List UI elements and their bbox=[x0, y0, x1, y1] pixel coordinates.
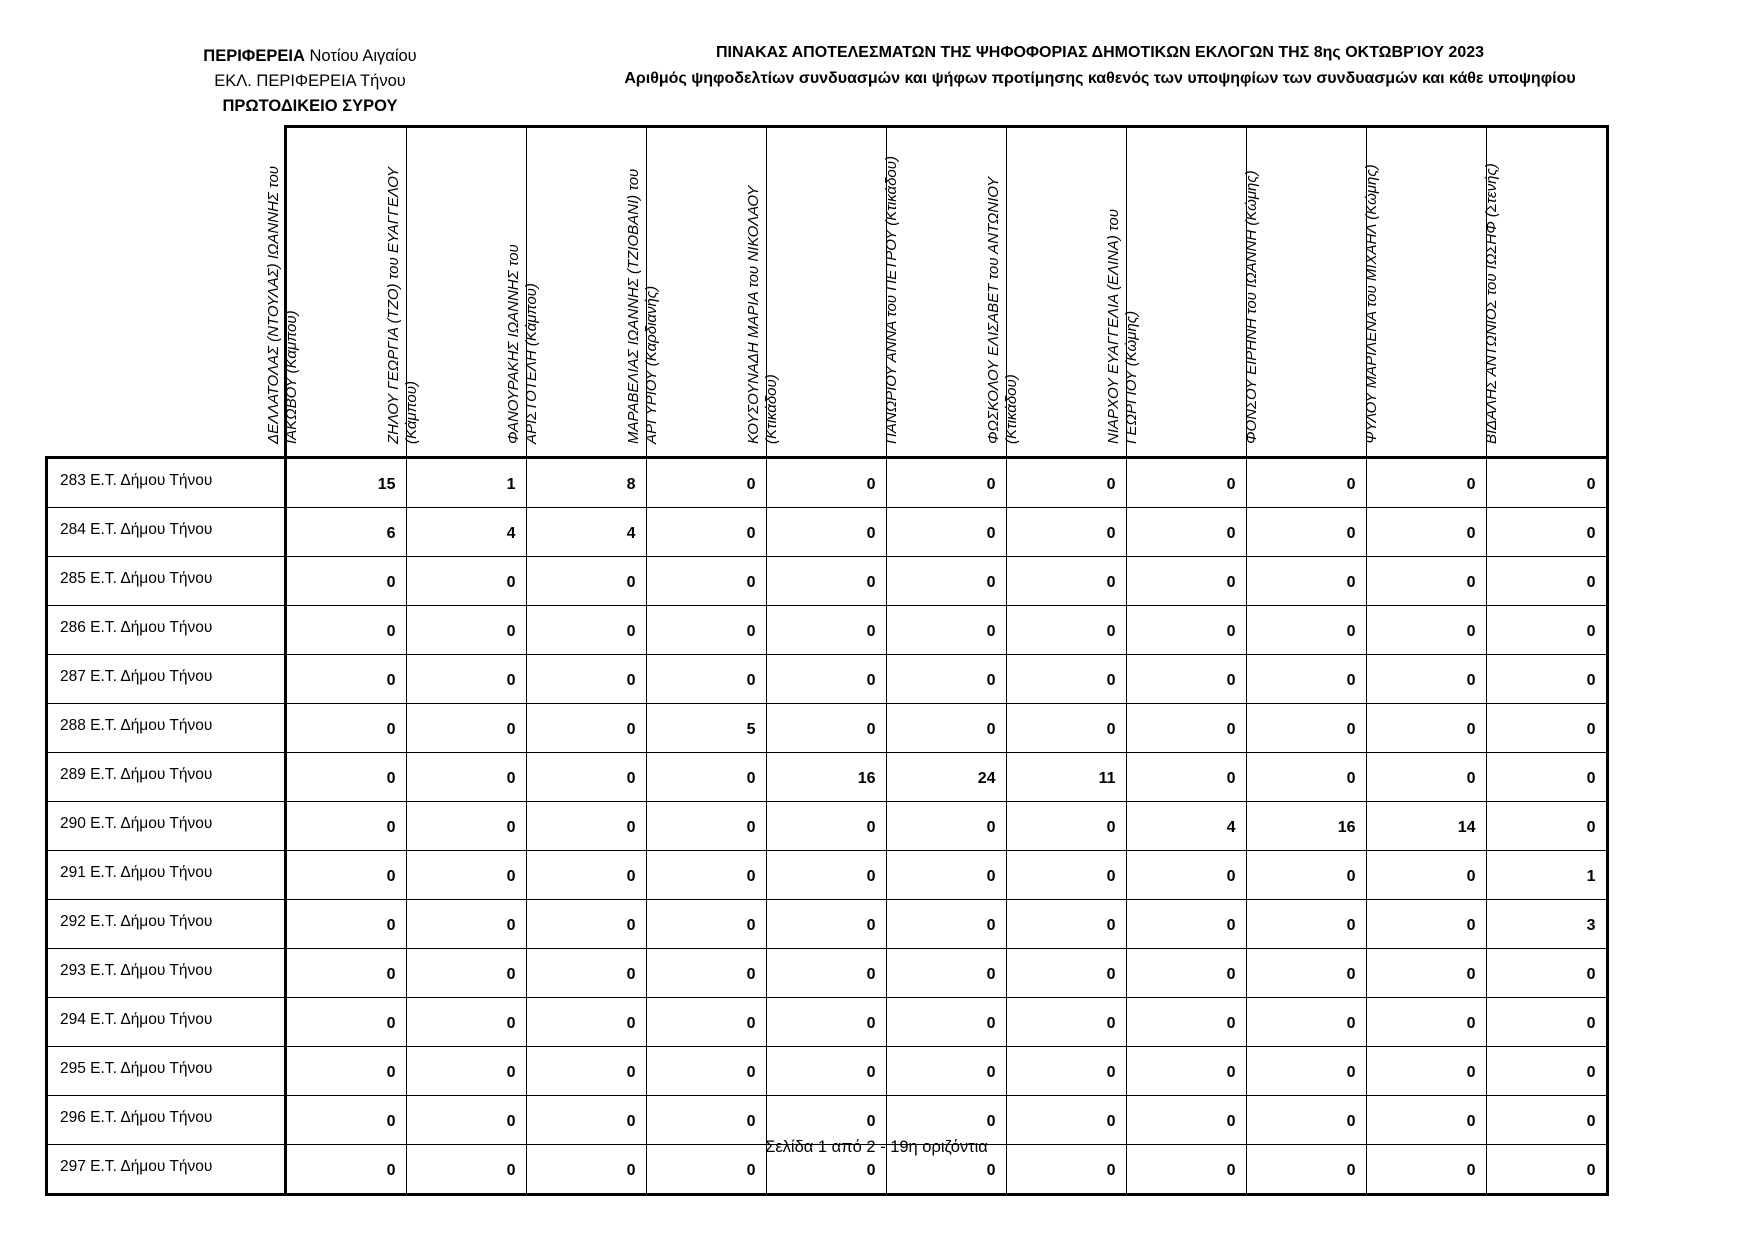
vote-count-cell: 0 bbox=[1126, 606, 1246, 655]
vote-count-cell: 0 bbox=[1126, 458, 1246, 508]
candidate-name: ΦΑΝΟΥΡΑΚΗΣ ΙΩΑΝΝΗΣ του ΑΡΙΣΤΟΤΕΛΗ (Κάμπου) bbox=[504, 244, 540, 444]
vote-count-cell: 0 bbox=[526, 557, 646, 606]
vote-count-cell: 0 bbox=[1006, 557, 1126, 606]
polling-station-name: 283 Ε.Τ. Δήμου Τήνου bbox=[47, 458, 286, 508]
vote-count-cell: 0 bbox=[406, 802, 526, 851]
vote-count-cell: 0 bbox=[766, 704, 886, 753]
vote-count-cell: 0 bbox=[766, 1096, 886, 1145]
results-table bbox=[45, 125, 1609, 1196]
polling-station-name: 292 Ε.Τ. Δήμου Τήνου bbox=[47, 900, 286, 949]
vote-count-cell: 0 bbox=[285, 606, 406, 655]
vote-count-cell: 0 bbox=[1006, 949, 1126, 998]
candidate-name: ΜΑΡΑΒΕΛΙΑΣ ΙΩΑΝΝΗΣ (ΤΖΙΟΒΑΝΙ) του ΑΡΓΥΡΙΟΥ (Καρδιανής) bbox=[624, 168, 660, 444]
vote-count-cell: 0 bbox=[886, 557, 1006, 606]
vote-count-cell: 0 bbox=[526, 802, 646, 851]
vote-count-cell: 0 bbox=[285, 998, 406, 1047]
vote-count-cell: 6 bbox=[285, 508, 406, 557]
polling-station-name: 293 Ε.Τ. Δήμου Τήνου bbox=[47, 949, 286, 998]
vote-count-cell: 0 bbox=[1366, 508, 1486, 557]
vote-count-cell: 5 bbox=[646, 704, 766, 753]
table-row bbox=[47, 998, 1608, 1047]
vote-count-cell: 0 bbox=[1366, 851, 1486, 900]
document-subtitle: Αριθμός ψηφοδελτίων συνδυασμών και ψήφων προτίμησης καθενός των υποψηφίων των συνδυασμών και κάθε υποψηφίου bbox=[624, 70, 1576, 87]
vote-count-cell: 0 bbox=[1366, 1047, 1486, 1096]
vote-count-cell: 0 bbox=[886, 851, 1006, 900]
vote-count-cell: 0 bbox=[406, 606, 526, 655]
vote-count-cell: 0 bbox=[406, 704, 526, 753]
vote-count-cell: 0 bbox=[526, 606, 646, 655]
candidate-name: ΝΙΑΡΧΟΥ ΕΥΑΓΓΕΛΙΑ (ΕΛΙΝΑ) του ΓΕΩΡΓΙΟΥ (Κώμης) bbox=[1104, 208, 1140, 444]
vote-count-cell: 0 bbox=[1246, 655, 1366, 704]
vote-count-cell: 0 bbox=[1006, 998, 1126, 1047]
vote-count-cell: 4 bbox=[1126, 802, 1246, 851]
vote-count-cell: 0 bbox=[406, 557, 526, 606]
polling-station-name: 291 Ε.Τ. Δήμου Τήνου bbox=[47, 851, 286, 900]
vote-count-cell: 0 bbox=[1366, 606, 1486, 655]
vote-count-cell: 0 bbox=[1126, 704, 1246, 753]
vote-count-cell: 0 bbox=[285, 557, 406, 606]
vote-count-cell: 0 bbox=[1006, 606, 1126, 655]
vote-count-cell: 0 bbox=[526, 1145, 646, 1195]
table-row bbox=[47, 802, 1608, 851]
vote-count-cell: 0 bbox=[1246, 851, 1366, 900]
polling-station-name: 297 Ε.Τ. Δήμου Τήνου bbox=[47, 1145, 286, 1195]
table-row bbox=[47, 753, 1608, 802]
vote-count-cell: 0 bbox=[766, 998, 886, 1047]
candidate-header bbox=[1104, 127, 1246, 458]
vote-count-cell: 0 bbox=[406, 949, 526, 998]
vote-count-cell: 0 bbox=[766, 606, 886, 655]
vote-count-cell: 0 bbox=[526, 655, 646, 704]
vote-count-cell: 0 bbox=[646, 851, 766, 900]
vote-count-cell: 0 bbox=[766, 949, 886, 998]
vote-count-cell: 0 bbox=[886, 1096, 1006, 1145]
vote-count-cell: 0 bbox=[1486, 606, 1607, 655]
vote-count-cell: 0 bbox=[1366, 557, 1486, 606]
vote-count-cell: 0 bbox=[1486, 1047, 1607, 1096]
table-row bbox=[47, 851, 1608, 900]
vote-count-cell: 0 bbox=[406, 753, 526, 802]
vote-count-cell: 0 bbox=[646, 949, 766, 998]
vote-count-cell: 0 bbox=[526, 753, 646, 802]
vote-count-cell: 0 bbox=[766, 508, 886, 557]
vote-count-cell: 0 bbox=[1126, 508, 1246, 557]
vote-count-cell: 0 bbox=[1126, 998, 1246, 1047]
vote-count-cell: 0 bbox=[1486, 655, 1607, 704]
polling-station-name: 290 Ε.Τ. Δήμου Τήνου bbox=[47, 802, 286, 851]
vote-count-cell: 0 bbox=[1126, 900, 1246, 949]
table-row bbox=[47, 557, 1608, 606]
vote-count-cell: 0 bbox=[526, 704, 646, 753]
vote-count-cell: 0 bbox=[646, 458, 766, 508]
vote-count-cell: 0 bbox=[1006, 1145, 1126, 1195]
vote-count-cell: 14 bbox=[1366, 802, 1486, 851]
vote-count-cell: 0 bbox=[285, 655, 406, 704]
vote-count-cell: 0 bbox=[1366, 655, 1486, 704]
vote-count-cell: 0 bbox=[1246, 557, 1366, 606]
polling-station-name: 288 Ε.Τ. Δήμου Τήνου bbox=[47, 704, 286, 753]
vote-count-cell: 0 bbox=[886, 508, 1006, 557]
candidate-name: ΦΩΣΚΟΛΟΥ ΕΛΙΣΑΒΕΤ του ΑΝΤΩΝΙΟΥ (Κτικάδου) bbox=[984, 176, 1020, 444]
vote-count-cell: 0 bbox=[1006, 1047, 1126, 1096]
vote-count-cell: 0 bbox=[646, 508, 766, 557]
polling-station-name: 284 Ε.Τ. Δήμου Τήνου bbox=[47, 508, 286, 557]
table-row bbox=[47, 900, 1608, 949]
polling-station-name: 285 Ε.Τ. Δήμου Τήνου bbox=[47, 557, 286, 606]
vote-count-cell: 0 bbox=[1246, 998, 1366, 1047]
candidate-name: ΖΗΛΟΥ ΓΕΩΡΓΙΑ (ΤΖΟ) του ΕΥΑΓΓΕΛΟΥ (Κάμπου) bbox=[384, 167, 420, 444]
vote-count-cell: 0 bbox=[766, 802, 886, 851]
table-row bbox=[47, 606, 1608, 655]
polling-station-name: 294 Ε.Τ. Δήμου Τήνου bbox=[47, 998, 286, 1047]
vote-count-cell: 0 bbox=[406, 1047, 526, 1096]
vote-count-cell: 0 bbox=[886, 949, 1006, 998]
vote-count-cell: 0 bbox=[1006, 900, 1126, 949]
vote-count-cell: 0 bbox=[1246, 753, 1366, 802]
vote-count-cell: 0 bbox=[1246, 1096, 1366, 1145]
vote-count-cell: 0 bbox=[1006, 508, 1126, 557]
vote-count-cell: 0 bbox=[1246, 458, 1366, 508]
vote-count-cell: 0 bbox=[1366, 900, 1486, 949]
vote-count-cell: 0 bbox=[1246, 606, 1366, 655]
candidate-name: ΔΕΛΛΑΤΟΛΑΣ (ΝΤΟΥΛΑΣ) ΙΩΑΝΝΗΣ του ΙΑΚΩΒΟΥ (Κάμπου) bbox=[264, 165, 300, 444]
vote-count-cell: 0 bbox=[646, 753, 766, 802]
header-left-block bbox=[150, 44, 470, 119]
vote-count-cell: 0 bbox=[646, 900, 766, 949]
vote-count-cell: 0 bbox=[1126, 1047, 1246, 1096]
vote-count-cell: 0 bbox=[766, 655, 886, 704]
vote-count-cell: 0 bbox=[1366, 998, 1486, 1047]
vote-count-cell: 0 bbox=[526, 900, 646, 949]
vote-count-cell: 16 bbox=[766, 753, 886, 802]
vote-count-cell: 0 bbox=[526, 1047, 646, 1096]
vote-count-cell: 1 bbox=[1486, 851, 1607, 900]
vote-count-cell: 0 bbox=[285, 1047, 406, 1096]
vote-count-cell: 0 bbox=[886, 1145, 1006, 1195]
vote-count-cell: 0 bbox=[886, 900, 1006, 949]
vote-count-cell: 16 bbox=[1246, 802, 1366, 851]
vote-count-cell: 0 bbox=[1246, 1145, 1366, 1195]
region-label: ΠΕΡΙΦΕΡΕΙΑ bbox=[203, 47, 305, 65]
vote-count-cell: 0 bbox=[1366, 753, 1486, 802]
vote-count-cell: 0 bbox=[406, 900, 526, 949]
vote-count-cell: 0 bbox=[766, 458, 886, 508]
vote-count-cell: 0 bbox=[1366, 1096, 1486, 1145]
polling-station-name: 296 Ε.Τ. Δήμου Τήνου bbox=[47, 1096, 286, 1145]
vote-count-cell: 0 bbox=[1246, 704, 1366, 753]
vote-count-cell: 0 bbox=[1006, 1096, 1126, 1145]
vote-count-cell: 0 bbox=[1486, 508, 1607, 557]
vote-count-cell: 0 bbox=[406, 655, 526, 704]
vote-count-cell: 4 bbox=[526, 508, 646, 557]
vote-count-cell: 0 bbox=[886, 802, 1006, 851]
vote-count-cell: 0 bbox=[285, 753, 406, 802]
vote-count-cell: 3 bbox=[1486, 900, 1607, 949]
vote-count-cell: 0 bbox=[1126, 1096, 1246, 1145]
candidate-name: ΠΑΝΩΡΙΟΥ ΑΝΝΑ του ΠΕΤΡΟΥ (Κτικάδου) bbox=[882, 155, 900, 444]
candidate-header bbox=[1362, 127, 1486, 458]
vote-count-cell: 0 bbox=[1486, 1145, 1607, 1195]
vote-count-cell: 0 bbox=[1366, 1145, 1486, 1195]
candidate-header bbox=[744, 127, 886, 458]
vote-count-cell: 0 bbox=[766, 851, 886, 900]
table-row bbox=[47, 655, 1608, 704]
vote-count-cell: 4 bbox=[406, 508, 526, 557]
vote-count-cell: 0 bbox=[526, 1096, 646, 1145]
vote-count-cell: 0 bbox=[1006, 851, 1126, 900]
vote-count-cell: 0 bbox=[1246, 900, 1366, 949]
vote-count-cell: 0 bbox=[646, 1096, 766, 1145]
vote-count-cell: 0 bbox=[886, 655, 1006, 704]
vote-count-cell: 0 bbox=[766, 1145, 886, 1195]
vote-count-cell: 0 bbox=[1486, 949, 1607, 998]
vote-count-cell: 8 bbox=[526, 458, 646, 508]
vote-count-cell: 0 bbox=[1006, 704, 1126, 753]
vote-count-cell: 0 bbox=[1486, 998, 1607, 1047]
table-row bbox=[47, 458, 1608, 508]
region-line bbox=[150, 44, 470, 69]
vote-count-cell: 0 bbox=[646, 1047, 766, 1096]
vote-count-cell: 0 bbox=[1366, 949, 1486, 998]
vote-count-cell: 0 bbox=[1006, 458, 1126, 508]
vote-count-cell: 0 bbox=[886, 1047, 1006, 1096]
vote-count-cell: 0 bbox=[526, 949, 646, 998]
court-line: ΠΡΩΤΟΔΙΚΕΙΟ ΣΥΡΟΥ bbox=[222, 97, 398, 115]
vote-count-cell: 0 bbox=[1126, 557, 1246, 606]
vote-count-cell: 0 bbox=[1486, 704, 1607, 753]
polling-station-name: 295 Ε.Τ. Δήμου Τήνου bbox=[47, 1047, 286, 1096]
vote-count-cell: 0 bbox=[886, 998, 1006, 1047]
vote-count-cell: 0 bbox=[1126, 949, 1246, 998]
document-title: ΠΙΝΑΚΑΣ ΑΠΟΤΕΛΕΣΜΑΤΩΝ ΤΗΣ ΨΗΦΟΦΟΡΙΑΣ ΔΗΜΟΤΙΚΩΝ ΕΚΛΟΓΩΝ ΤΗΣ 8ης ΟΚΤΩΒΡΊΟΥ 2023 bbox=[715, 44, 1485, 61]
vote-count-cell: 0 bbox=[1126, 753, 1246, 802]
vote-count-cell: 0 bbox=[646, 655, 766, 704]
polling-station-name: 289 Ε.Τ. Δήμου Τήνου bbox=[47, 753, 286, 802]
vote-count-cell: 0 bbox=[766, 1047, 886, 1096]
vote-count-cell: 15 bbox=[285, 458, 406, 508]
vote-count-cell: 1 bbox=[406, 458, 526, 508]
electoral-region-line: ΕΚΛ. ΠΕΡΙΦΕΡΕΙΑ Τήνου bbox=[214, 72, 406, 90]
vote-count-cell: 0 bbox=[1486, 802, 1607, 851]
table-row bbox=[47, 704, 1608, 753]
candidate-name: ΚΟΥΣΟΥΝΑΔΗ ΜΑΡΙΑ του ΝΙΚΟΛΑΟΥ (Κτικάδου) bbox=[744, 185, 780, 444]
candidate-header-row bbox=[47, 127, 1608, 458]
candidate-header bbox=[1482, 127, 1607, 458]
polling-station-name: 286 Ε.Τ. Δήμου Τήνου bbox=[47, 606, 286, 655]
vote-count-cell: 0 bbox=[406, 851, 526, 900]
vote-count-cell: 0 bbox=[406, 998, 526, 1047]
vote-count-cell: 0 bbox=[285, 1145, 406, 1195]
vote-count-cell: 11 bbox=[1006, 753, 1126, 802]
vote-count-cell: 0 bbox=[285, 900, 406, 949]
vote-count-cell: 0 bbox=[526, 851, 646, 900]
candidate-name: ΨΥΛΟΥ ΜΑΡΙΛΕΝΑ του ΜΙΧΑΗΛ (Κώμης) bbox=[1362, 164, 1380, 444]
vote-count-cell: 24 bbox=[886, 753, 1006, 802]
vote-count-cell: 0 bbox=[886, 606, 1006, 655]
vote-count-cell: 0 bbox=[1486, 557, 1607, 606]
vote-count-cell: 0 bbox=[766, 557, 886, 606]
vote-count-cell: 0 bbox=[1366, 458, 1486, 508]
vote-count-cell: 0 bbox=[1246, 1047, 1366, 1096]
vote-count-cell: 0 bbox=[646, 802, 766, 851]
polling-station-name: 287 Ε.Τ. Δήμου Τήνου bbox=[47, 655, 286, 704]
vote-count-cell: 0 bbox=[1486, 753, 1607, 802]
vote-count-cell: 0 bbox=[1246, 508, 1366, 557]
vote-count-cell: 0 bbox=[406, 1145, 526, 1195]
vote-count-cell: 0 bbox=[1126, 851, 1246, 900]
vote-count-cell: 0 bbox=[646, 557, 766, 606]
vote-count-cell: 0 bbox=[646, 998, 766, 1047]
vote-count-cell: 0 bbox=[285, 1096, 406, 1145]
vote-count-cell: 0 bbox=[646, 1145, 766, 1195]
vote-count-cell: 0 bbox=[1246, 949, 1366, 998]
page-footer: Σελίδα 1 από 2 - 19η οριζόντια bbox=[765, 1138, 988, 1156]
vote-count-cell: 0 bbox=[1006, 655, 1126, 704]
results-body bbox=[47, 458, 1608, 1195]
vote-count-cell: 0 bbox=[886, 704, 1006, 753]
vote-count-cell: 0 bbox=[285, 802, 406, 851]
vote-count-cell: 0 bbox=[1126, 1145, 1246, 1195]
table-row bbox=[47, 1047, 1608, 1096]
vote-count-cell: 0 bbox=[886, 458, 1006, 508]
vote-count-cell: 0 bbox=[285, 704, 406, 753]
region-name: Νοτίου Αιγαίου bbox=[304, 47, 417, 65]
vote-count-cell: 0 bbox=[1366, 704, 1486, 753]
table-corner bbox=[47, 127, 286, 458]
vote-count-cell: 0 bbox=[1126, 655, 1246, 704]
vote-count-cell: 0 bbox=[1006, 802, 1126, 851]
vote-count-cell: 0 bbox=[1486, 458, 1607, 508]
vote-count-cell: 0 bbox=[1486, 1096, 1607, 1145]
candidate-name: ΦΟΝΣΟΥ ΕΙΡΗΝΗ του ΙΩΑΝΝΗ (Κώμης) bbox=[1242, 170, 1260, 444]
vote-count-cell: 0 bbox=[285, 949, 406, 998]
table-row bbox=[47, 949, 1608, 998]
vote-count-cell: 0 bbox=[526, 998, 646, 1047]
vote-count-cell: 0 bbox=[285, 851, 406, 900]
vote-count-cell: 0 bbox=[406, 1096, 526, 1145]
vote-count-cell: 0 bbox=[646, 606, 766, 655]
candidate-header bbox=[1242, 127, 1366, 458]
vote-count-cell: 0 bbox=[766, 900, 886, 949]
table-row bbox=[47, 508, 1608, 557]
candidate-name: ΒΙΔΑΛΗΣ ΑΝΤΩΝΙΟΣ του ΙΩΣΗΦ (Στενής) bbox=[1482, 163, 1500, 444]
header-title-block bbox=[540, 40, 1660, 92]
